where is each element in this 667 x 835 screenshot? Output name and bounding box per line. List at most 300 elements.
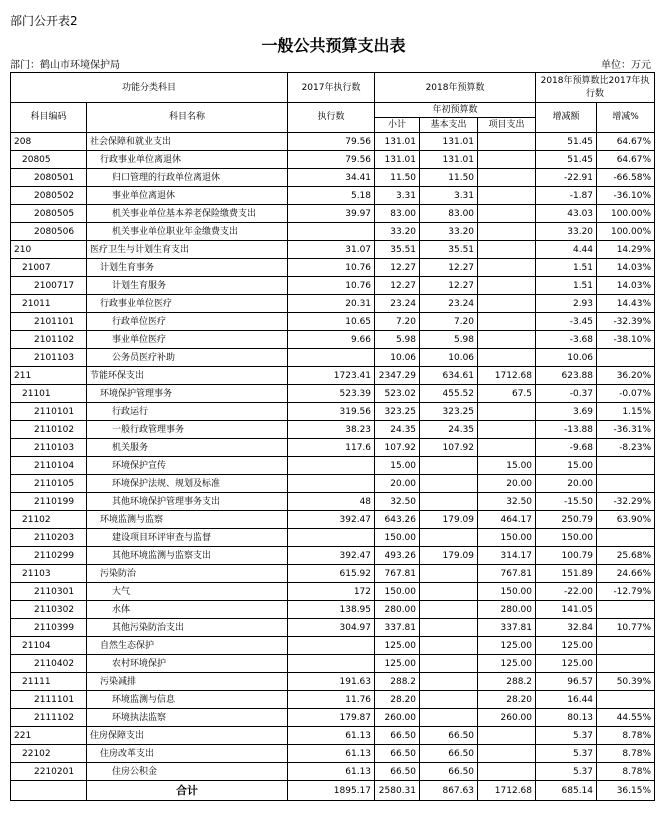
- subtotal-cell: 10.06: [375, 349, 420, 367]
- project-cell: [478, 403, 536, 421]
- subtotal-cell: 66.50: [375, 745, 420, 763]
- basic-cell: 24.35: [420, 421, 478, 439]
- total-row: [11, 781, 655, 801]
- subtotal-cell: 15.00: [375, 457, 420, 475]
- exec-cell: 20.31: [288, 295, 375, 313]
- exec-cell: [288, 475, 375, 493]
- basic-cell: [420, 475, 478, 493]
- project-cell: 125.00: [478, 655, 536, 673]
- inc-rate-cell: 14.03%: [597, 277, 655, 295]
- project-cell: [478, 151, 536, 169]
- table-row: [11, 763, 655, 781]
- project-cell: [478, 421, 536, 439]
- table-row: [11, 709, 655, 727]
- subtotal-cell: 83.00: [375, 205, 420, 223]
- total-inc-amount: 685.14: [536, 781, 597, 801]
- subject-name-cell: 环境保护宣传: [87, 457, 288, 475]
- inc-amount-cell: 151.89: [536, 565, 597, 583]
- table-row: [11, 385, 655, 403]
- exec-cell: 10.76: [288, 277, 375, 295]
- subtotal-cell: 337.81: [375, 619, 420, 637]
- basic-cell: 23.24: [420, 295, 478, 313]
- inc-rate-cell: [597, 475, 655, 493]
- subtotal-cell: 280.00: [375, 601, 420, 619]
- basic-cell: [420, 709, 478, 727]
- subtotal-cell: 288.2: [375, 673, 420, 691]
- exec-cell: 10.65: [288, 313, 375, 331]
- header-exec-2017: 2017年执行数: [288, 73, 375, 103]
- inc-rate-cell: -36.31%: [597, 421, 655, 439]
- basic-cell: 12.27: [420, 277, 478, 295]
- subtotal-cell: 131.01: [375, 151, 420, 169]
- subject-code-cell: 2110203: [11, 529, 87, 547]
- subject-code-cell: 210: [11, 241, 87, 259]
- table-row: [11, 313, 655, 331]
- subject-name-cell: 环境监测与监察: [87, 511, 288, 529]
- inc-amount-cell: 43.03: [536, 205, 597, 223]
- header-subject-name: 科目名称: [87, 103, 288, 133]
- unit-label: 单位：万元: [601, 60, 651, 71]
- table-row: [11, 655, 655, 673]
- page-title: 一般公共预算支出表: [261, 36, 406, 55]
- subject-name-cell: 行政事业单位离退休: [87, 151, 288, 169]
- basic-cell: 66.50: [420, 727, 478, 745]
- inc-rate-cell: 100.00%: [597, 223, 655, 241]
- table-row: [11, 169, 655, 187]
- subject-name-cell: 公务员医疗补助: [87, 349, 288, 367]
- inc-rate-cell: [597, 655, 655, 673]
- project-cell: 150.00: [478, 583, 536, 601]
- header-project: 项目支出: [478, 118, 536, 133]
- subject-code-cell: 2110199: [11, 493, 87, 511]
- basic-cell: [420, 637, 478, 655]
- subject-code-cell: 221: [11, 727, 87, 745]
- subject-code-cell: 2110299: [11, 547, 87, 565]
- exec-cell: 34.41: [288, 169, 375, 187]
- subject-code-cell: 2101103: [11, 349, 87, 367]
- table-row: [11, 349, 655, 367]
- subtotal-cell: 3.31: [375, 187, 420, 205]
- exec-cell: 392.47: [288, 547, 375, 565]
- exec-cell: [288, 349, 375, 367]
- subject-code-cell: 21103: [11, 565, 87, 583]
- subject-code-cell: 2110102: [11, 421, 87, 439]
- subject-name-cell: 社会保障和就业支出: [87, 133, 288, 151]
- exec-cell: 10.76: [288, 259, 375, 277]
- project-cell: [478, 331, 536, 349]
- basic-cell: 455.52: [420, 385, 478, 403]
- table-row: [11, 187, 655, 205]
- inc-amount-cell: 32.84: [536, 619, 597, 637]
- project-cell: 280.00: [478, 601, 536, 619]
- header-annual-budget: 年初预算数: [375, 103, 536, 118]
- inc-rate-cell: -8.23%: [597, 439, 655, 457]
- inc-amount-cell: 2.93: [536, 295, 597, 313]
- subtotal-cell: 2347.29: [375, 367, 420, 385]
- inc-amount-cell: 5.37: [536, 727, 597, 745]
- subtotal-cell: 643.26: [375, 511, 420, 529]
- subtotal-cell: 11.50: [375, 169, 420, 187]
- exec-cell: 31.07: [288, 241, 375, 259]
- inc-amount-cell: -15.50: [536, 493, 597, 511]
- basic-cell: 7.20: [420, 313, 478, 331]
- project-cell: [478, 745, 536, 763]
- inc-amount-cell: 80.13: [536, 709, 597, 727]
- total-subtotal: 2580.31: [375, 781, 420, 801]
- subject-code-cell: 2110104: [11, 457, 87, 475]
- subject-code-cell: 2101101: [11, 313, 87, 331]
- basic-cell: 10.06: [420, 349, 478, 367]
- inc-rate-cell: -12.79%: [597, 583, 655, 601]
- basic-cell: [420, 457, 478, 475]
- inc-amount-cell: 150.00: [536, 529, 597, 547]
- subtotal-cell: 323.25: [375, 403, 420, 421]
- table-row: [11, 727, 655, 745]
- header-compare: 2018年预算数比2017年执行数: [536, 73, 655, 103]
- inc-rate-cell: 8.78%: [597, 745, 655, 763]
- table-row: [11, 421, 655, 439]
- header-budget-2018: 2018年预算数: [375, 73, 536, 103]
- subject-name-cell: 自然生态保护: [87, 637, 288, 655]
- inc-amount-cell: 4.44: [536, 241, 597, 259]
- exec-cell: 79.56: [288, 151, 375, 169]
- inc-amount-cell: -9.68: [536, 439, 597, 457]
- project-cell: [478, 169, 536, 187]
- inc-amount-cell: 20.00: [536, 475, 597, 493]
- subject-name-cell: 事业单位医疗: [87, 331, 288, 349]
- subject-name-cell: 水体: [87, 601, 288, 619]
- exec-cell: 392.47: [288, 511, 375, 529]
- table-row: [11, 457, 655, 475]
- subtotal-cell: 35.51: [375, 241, 420, 259]
- basic-cell: [420, 691, 478, 709]
- table-row: [11, 475, 655, 493]
- subject-code-cell: 2110402: [11, 655, 87, 673]
- inc-amount-cell: -3.68: [536, 331, 597, 349]
- exec-cell: 39.97: [288, 205, 375, 223]
- subject-code-cell: 21111: [11, 673, 87, 691]
- subject-name-cell: 环境保护法规、规划及标准: [87, 475, 288, 493]
- table-row: [11, 259, 655, 277]
- table-row: [11, 529, 655, 547]
- subject-code-cell: 2110105: [11, 475, 87, 493]
- table-number-label: 部门公开表2: [10, 14, 78, 28]
- inc-rate-cell: -38.10%: [597, 331, 655, 349]
- basic-cell: 634.61: [420, 367, 478, 385]
- total-basic: 867.63: [420, 781, 478, 801]
- subtotal-cell: 5.98: [375, 331, 420, 349]
- basic-cell: [420, 565, 478, 583]
- basic-cell: 66.50: [420, 763, 478, 781]
- subject-name-cell: 环境保护管理事务: [87, 385, 288, 403]
- inc-rate-cell: 63.90%: [597, 511, 655, 529]
- inc-amount-cell: 10.06: [536, 349, 597, 367]
- exec-cell: [288, 529, 375, 547]
- exec-cell: 61.13: [288, 745, 375, 763]
- subtotal-cell: 125.00: [375, 637, 420, 655]
- subject-name-cell: 其他污染防治支出: [87, 619, 288, 637]
- subtotal-cell: 32.50: [375, 493, 420, 511]
- table-row: [11, 637, 655, 655]
- inc-amount-cell: 96.57: [536, 673, 597, 691]
- subject-name-cell: 环境执法监察: [87, 709, 288, 727]
- header-exec-num: 执行数: [288, 103, 375, 133]
- inc-rate-cell: 8.78%: [597, 763, 655, 781]
- header-inc-rate: 增减%: [597, 103, 655, 133]
- subject-code-cell: 2110103: [11, 439, 87, 457]
- subject-code-cell: 2101102: [11, 331, 87, 349]
- inc-amount-cell: -22.00: [536, 583, 597, 601]
- subject-code-cell: 2110302: [11, 601, 87, 619]
- project-cell: 1712.68: [478, 367, 536, 385]
- table-row: [11, 403, 655, 421]
- inc-amount-cell: 125.00: [536, 637, 597, 655]
- subject-name-cell: 行政事业单位医疗: [87, 295, 288, 313]
- inc-rate-cell: 1.15%: [597, 403, 655, 421]
- exec-cell: 179.87: [288, 709, 375, 727]
- subject-name-cell: 医疗卫生与计划生育支出: [87, 241, 288, 259]
- project-cell: 288.2: [478, 673, 536, 691]
- inc-amount-cell: 3.69: [536, 403, 597, 421]
- inc-rate-cell: [597, 601, 655, 619]
- project-cell: 32.50: [478, 493, 536, 511]
- subject-name-cell: 其他环境监测与监察支出: [87, 547, 288, 565]
- header-basic: 基本支出: [420, 118, 478, 133]
- table-row: [11, 493, 655, 511]
- subtotal-cell: 20.00: [375, 475, 420, 493]
- subtotal-cell: 260.00: [375, 709, 420, 727]
- header-subject-code: 科目编码: [11, 103, 87, 133]
- subject-name-cell: 事业单位离退休: [87, 187, 288, 205]
- table-row: [11, 691, 655, 709]
- exec-cell: [288, 223, 375, 241]
- exec-cell: 191.63: [288, 673, 375, 691]
- subject-code-cell: 20805: [11, 151, 87, 169]
- subtotal-cell: 66.50: [375, 727, 420, 745]
- subject-code-cell: 2100717: [11, 277, 87, 295]
- total-code-cell: [11, 781, 87, 801]
- subject-code-cell: 208: [11, 133, 87, 151]
- subject-code-cell: 2080505: [11, 205, 87, 223]
- subject-code-cell: 2110399: [11, 619, 87, 637]
- basic-cell: [420, 655, 478, 673]
- basic-cell: [420, 493, 478, 511]
- inc-amount-cell: 250.79: [536, 511, 597, 529]
- inc-rate-cell: [597, 457, 655, 475]
- table-row: [11, 583, 655, 601]
- project-cell: 20.00: [478, 475, 536, 493]
- subtotal-cell: 33.20: [375, 223, 420, 241]
- basic-cell: 66.50: [420, 745, 478, 763]
- inc-amount-cell: -13.88: [536, 421, 597, 439]
- inc-rate-cell: -32.39%: [597, 313, 655, 331]
- header-func-class: 功能分类科目: [11, 73, 288, 103]
- inc-amount-cell: 125.00: [536, 655, 597, 673]
- project-cell: [478, 277, 536, 295]
- subject-name-cell: 住房保障支出: [87, 727, 288, 745]
- inc-rate-cell: 8.78%: [597, 727, 655, 745]
- budget-table: [10, 72, 655, 801]
- inc-rate-cell: [597, 637, 655, 655]
- subject-name-cell: 计划生育服务: [87, 277, 288, 295]
- exec-cell: 5.18: [288, 187, 375, 205]
- project-cell: [478, 349, 536, 367]
- basic-cell: 5.98: [420, 331, 478, 349]
- subject-name-cell: 机关服务: [87, 439, 288, 457]
- inc-rate-cell: 14.03%: [597, 259, 655, 277]
- table-row: [11, 673, 655, 691]
- subject-name-cell: 机关事业单位基本养老保险缴费支出: [87, 205, 288, 223]
- inc-rate-cell: 36.20%: [597, 367, 655, 385]
- total-exec: 1895.17: [288, 781, 375, 801]
- inc-amount-cell: -0.37: [536, 385, 597, 403]
- inc-amount-cell: -1.87: [536, 187, 597, 205]
- subject-code-cell: 2080502: [11, 187, 87, 205]
- basic-cell: [420, 619, 478, 637]
- exec-cell: 117.6: [288, 439, 375, 457]
- subject-name-cell: 农村环境保护: [87, 655, 288, 673]
- inc-amount-cell: -3.45: [536, 313, 597, 331]
- project-cell: [478, 313, 536, 331]
- table-row: [11, 133, 655, 151]
- subtotal-cell: 767.81: [375, 565, 420, 583]
- exec-cell: 61.13: [288, 727, 375, 745]
- subject-code-cell: 2080501: [11, 169, 87, 187]
- basic-cell: 179.09: [420, 547, 478, 565]
- project-cell: [478, 223, 536, 241]
- subject-code-cell: 21007: [11, 259, 87, 277]
- exec-cell: 304.97: [288, 619, 375, 637]
- subtotal-cell: 125.00: [375, 655, 420, 673]
- exec-cell: 1723.41: [288, 367, 375, 385]
- subject-code-cell: 2080506: [11, 223, 87, 241]
- table-row: [11, 601, 655, 619]
- inc-rate-cell: -32.29%: [597, 493, 655, 511]
- subject-name-cell: 污染防治: [87, 565, 288, 583]
- inc-rate-cell: 64.67%: [597, 151, 655, 169]
- project-cell: 464.17: [478, 511, 536, 529]
- exec-cell: 61.13: [288, 763, 375, 781]
- table-row: [11, 511, 655, 529]
- subject-name-cell: 环境监测与信息: [87, 691, 288, 709]
- inc-amount-cell: 16.44: [536, 691, 597, 709]
- table-row: [11, 223, 655, 241]
- inc-amount-cell: 51.45: [536, 151, 597, 169]
- project-cell: [478, 259, 536, 277]
- table-row: [11, 151, 655, 169]
- inc-rate-cell: 10.77%: [597, 619, 655, 637]
- exec-cell: 48: [288, 493, 375, 511]
- inc-rate-cell: 14.29%: [597, 241, 655, 259]
- subject-name-cell: 归口管理的行政单位离退休: [87, 169, 288, 187]
- subject-name-cell: 建设项目环评审查与监督: [87, 529, 288, 547]
- subject-code-cell: 2110301: [11, 583, 87, 601]
- inc-amount-cell: 5.37: [536, 745, 597, 763]
- basic-cell: 323.25: [420, 403, 478, 421]
- inc-rate-cell: 100.00%: [597, 205, 655, 223]
- project-cell: 28.20: [478, 691, 536, 709]
- project-cell: 337.81: [478, 619, 536, 637]
- subject-code-cell: 211: [11, 367, 87, 385]
- subject-name-cell: 机关事业单位职业年金缴费支出: [87, 223, 288, 241]
- project-cell: [478, 295, 536, 313]
- exec-cell: 172: [288, 583, 375, 601]
- project-cell: [478, 133, 536, 151]
- inc-amount-cell: 100.79: [536, 547, 597, 565]
- exec-cell: 319.56: [288, 403, 375, 421]
- project-cell: 15.00: [478, 457, 536, 475]
- basic-cell: 83.00: [420, 205, 478, 223]
- inc-amount-cell: 1.51: [536, 259, 597, 277]
- table-row: [11, 205, 655, 223]
- subject-name-cell: 节能环保支出: [87, 367, 288, 385]
- inc-amount-cell: 51.45: [536, 133, 597, 151]
- subject-name-cell: 污染减排: [87, 673, 288, 691]
- project-cell: [478, 763, 536, 781]
- subtotal-cell: 12.27: [375, 259, 420, 277]
- subject-name-cell: 住房改革支出: [87, 745, 288, 763]
- subtotal-cell: 23.24: [375, 295, 420, 313]
- table-row: [11, 241, 655, 259]
- table-row: [11, 331, 655, 349]
- subtotal-cell: 24.35: [375, 421, 420, 439]
- inc-amount-cell: 141.05: [536, 601, 597, 619]
- basic-cell: 3.31: [420, 187, 478, 205]
- inc-rate-cell: [597, 691, 655, 709]
- table-row: [11, 277, 655, 295]
- basic-cell: 179.09: [420, 511, 478, 529]
- inc-amount-cell: 1.51: [536, 277, 597, 295]
- table-row: [11, 565, 655, 583]
- basic-cell: [420, 529, 478, 547]
- inc-amount-cell: 5.37: [536, 763, 597, 781]
- inc-rate-cell: 24.66%: [597, 565, 655, 583]
- subject-code-cell: 21104: [11, 637, 87, 655]
- project-cell: [478, 205, 536, 223]
- inc-rate-cell: [597, 349, 655, 367]
- subtotal-cell: 107.92: [375, 439, 420, 457]
- inc-amount-cell: 623.88: [536, 367, 597, 385]
- project-cell: [478, 727, 536, 745]
- inc-amount-cell: -22.91: [536, 169, 597, 187]
- inc-rate-cell: -36.10%: [597, 187, 655, 205]
- table-row: [11, 367, 655, 385]
- inc-rate-cell: -0.07%: [597, 385, 655, 403]
- subtotal-cell: 28.20: [375, 691, 420, 709]
- inc-amount-cell: 15.00: [536, 457, 597, 475]
- subtotal-cell: 12.27: [375, 277, 420, 295]
- subtotal-cell: 131.01: [375, 133, 420, 151]
- exec-cell: 79.56: [288, 133, 375, 151]
- table-row: [11, 619, 655, 637]
- basic-cell: [420, 673, 478, 691]
- exec-cell: 9.66: [288, 331, 375, 349]
- basic-cell: [420, 583, 478, 601]
- subject-code-cell: 21011: [11, 295, 87, 313]
- project-cell: 125.00: [478, 637, 536, 655]
- basic-cell: 107.92: [420, 439, 478, 457]
- basic-cell: 33.20: [420, 223, 478, 241]
- subject-name-cell: 住房公积金: [87, 763, 288, 781]
- inc-amount-cell: 33.20: [536, 223, 597, 241]
- basic-cell: [420, 601, 478, 619]
- basic-cell: 12.27: [420, 259, 478, 277]
- subtotal-cell: 493.26: [375, 547, 420, 565]
- basic-cell: 35.51: [420, 241, 478, 259]
- subject-code-cell: 2111102: [11, 709, 87, 727]
- exec-cell: 138.95: [288, 601, 375, 619]
- subject-name-cell: 其他环境保护管理事务支出: [87, 493, 288, 511]
